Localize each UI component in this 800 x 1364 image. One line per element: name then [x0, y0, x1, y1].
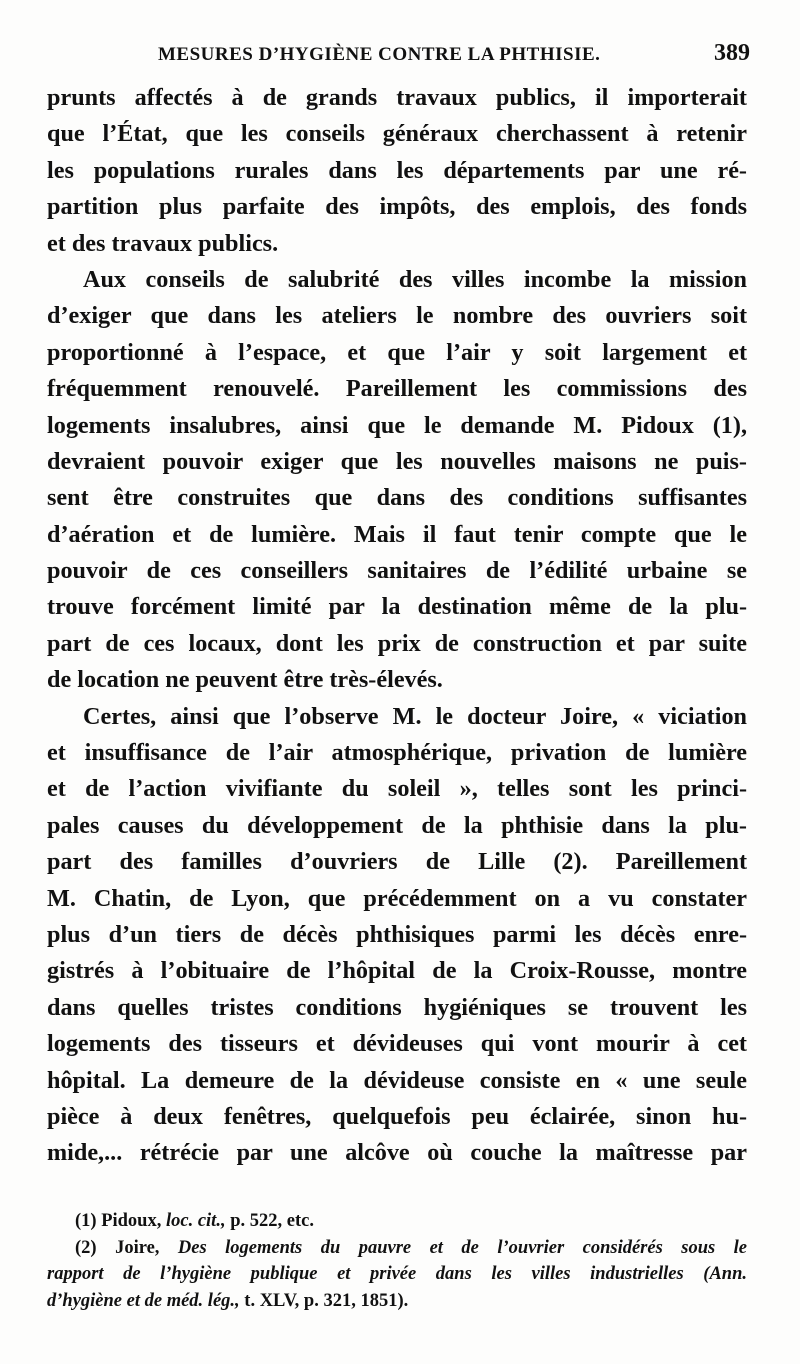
footnote-marker: (2)	[75, 1237, 97, 1258]
running-title: MESURES D’HYGIÈNE CONTRE LA PHTHISIE.	[158, 44, 601, 65]
text-line: part de ces locaux, dont les prix de construction et par suite	[47, 629, 747, 657]
page-number: 389	[714, 40, 750, 66]
text-line: gistrés à l’obituaire de l’hôpital de la Croix-Rousse, montre	[47, 957, 747, 985]
footnote-text: p. 522, etc.	[230, 1211, 314, 1231]
text-line: M. Chatin, de Lyon, que précédemment on a vu constater	[47, 884, 747, 912]
running-head	[40, 40, 750, 74]
footnote-2-line-1	[47, 1235, 747, 1262]
footnote-journal: (Ann.	[703, 1264, 747, 1284]
text-line: logements des tisseurs et dévideuses qui vont mourir à cet	[47, 1030, 747, 1058]
paragraph-2	[47, 262, 747, 699]
text-line: les populations rurales dans les départements par une ré-	[47, 156, 747, 184]
text-line: d’aération et de lumière. Mais il faut tenir compte que le	[47, 520, 747, 548]
text-line: que l’État, que les conseils généraux cherchassent à retenir	[47, 120, 747, 148]
text-line: devraient pouvoir exiger que les nouvelles maisons ne puis-	[47, 447, 747, 475]
text-line: mide,... rétrécie par une alcôve où couche la maîtresse par	[47, 1139, 747, 1167]
text-line: et des travaux publics.	[47, 229, 279, 257]
paragraph-1	[47, 80, 747, 262]
text-line: et insuffisance de l’air atmosphérique, privation de lumière	[47, 739, 747, 767]
text-line: fréquemment renouvelé. Pareillement les commissions des	[47, 375, 747, 403]
text-line: et de l’action vivifiante du soleil », telles sont les princi-	[47, 775, 747, 803]
text-line: Certes, ainsi que l’observe M. le docteur Joire, « viciation	[83, 702, 747, 730]
text-line: pièce à deux fenêtres, quelquefois peu éclairée, sinon hu-	[47, 1102, 747, 1130]
footnote-marker: (1)	[75, 1211, 97, 1231]
footnotes	[47, 1208, 747, 1314]
footnote-author: Joire,	[115, 1237, 160, 1258]
footnote-author: Pidoux,	[101, 1211, 162, 1231]
body-text	[47, 80, 747, 1172]
footnote-reference: loc. cit.,	[165, 1211, 226, 1231]
text-line: dans quelles tristes conditions hygiéniques se trouvent les	[47, 993, 747, 1021]
text-line: trouve forcément limité par la destination même de la plu-	[47, 593, 747, 621]
text-line: pales causes du développement de la phthisie dans la plu-	[47, 811, 747, 839]
text-line: hôpital. La demeure de la dévideuse consiste en « une seule	[47, 1066, 747, 1094]
footnote-title: rapport de l’hygiène publique et privée dans les villes industrielles	[47, 1264, 684, 1284]
text-line: pouvoir de ces conseillers sanitaires de l’édilité urbaine se	[47, 557, 747, 585]
text-line: sent être construites que dans des conditions suffisantes	[47, 484, 747, 512]
footnote-2-line-2	[47, 1261, 747, 1288]
footnote-1	[47, 1208, 747, 1235]
footnote-text: t. XLV, p. 321, 1851).	[244, 1290, 409, 1311]
text-line: d’exiger que dans les ateliers le nombre des ouvriers soit	[47, 302, 747, 330]
text-line: de location ne peuvent être très-élevés.	[47, 666, 443, 694]
text-line: plus d’un tiers de décès phthisiques parmi les décès enre-	[47, 920, 747, 948]
footnote-title: Des logements du pauvre et de l’ouvrier considérés sous le	[177, 1237, 748, 1258]
footnote-journal: d’hygiène et de méd. lég.,	[47, 1290, 240, 1311]
text-line: prunts affectés à de grands travaux publics, il importerait	[47, 84, 747, 111]
paragraph-3	[47, 699, 747, 1172]
text-line: part des familles d’ouvriers de Lille (2). Pareillement	[47, 848, 747, 876]
footnote-2-line-3	[47, 1288, 747, 1315]
text-line: partition plus parfaite des impôts, des emplois, des fonds	[47, 193, 747, 221]
text-line: proportionné à l’espace, et que l’air y soit largement et	[47, 338, 747, 366]
text-line: logements insalubres, ainsi que le demande M. Pidoux (1),	[47, 411, 747, 439]
text-line: Aux conseils de salubrité des villes incombe la mission	[83, 265, 747, 293]
